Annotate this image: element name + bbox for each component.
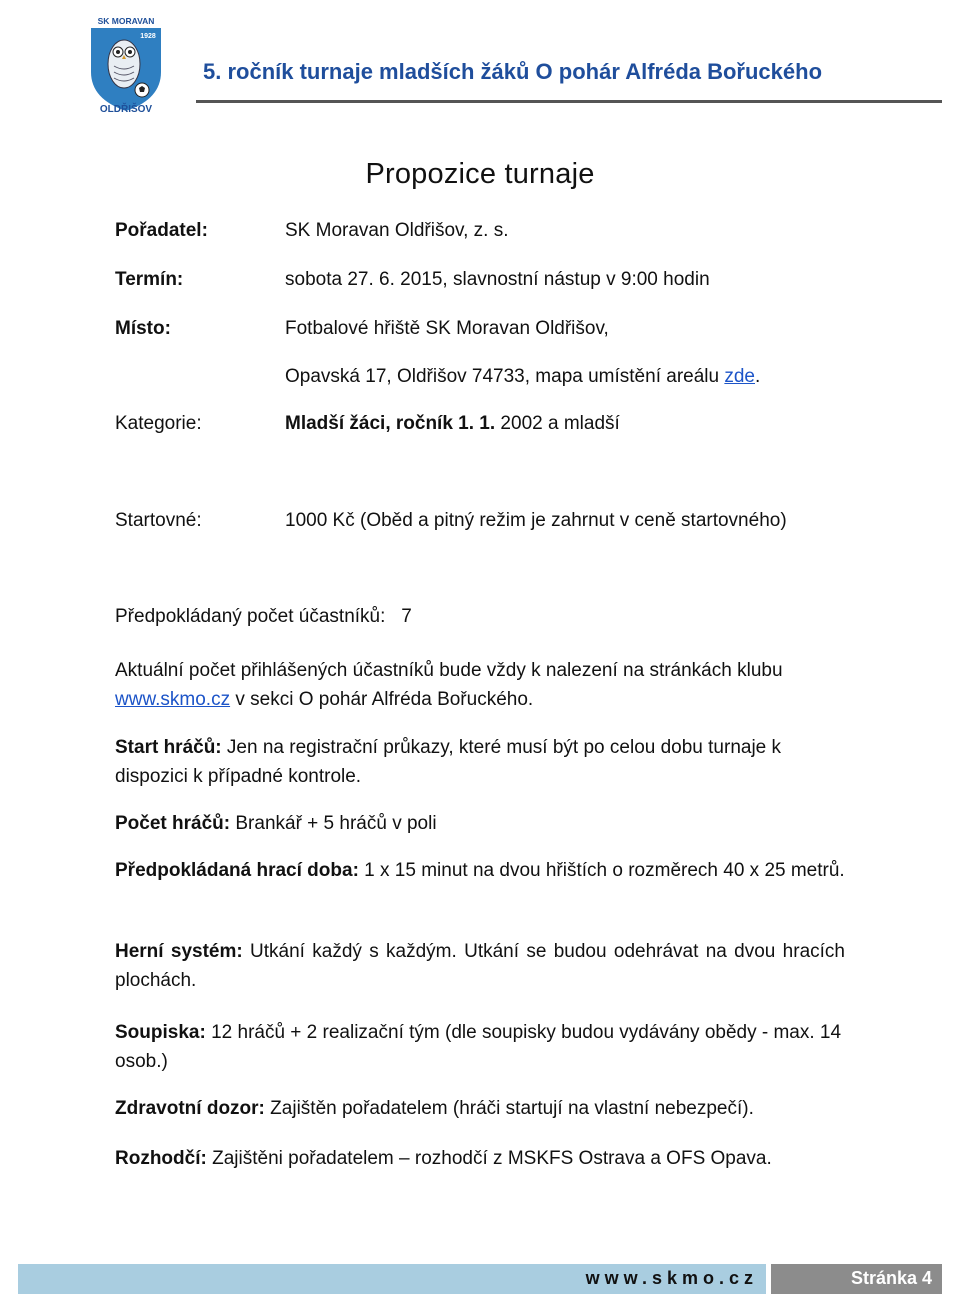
entry-fee-label: Startovné:: [115, 510, 202, 531]
rule-key: Start hráčů:: [115, 737, 222, 758]
rule-text: 12 hráčů + 2 realizační tým (dle soupisky budou vydávány obědy - max. 14 osob.): [115, 1022, 842, 1072]
rule-key: Počet hráčů:: [115, 813, 231, 834]
participants-line: [115, 602, 845, 631]
rule-text: Jen na registrační průkazy, které musí být po celou dobu turnaje k dispozici k případné kontrole.: [115, 737, 782, 787]
participants-label: Předpokládaný počet účastníků:: [115, 606, 386, 627]
venue-value: Fotbalové hřiště SK Moravan Oldřišov,: [285, 318, 609, 339]
rule-pocet-hracu: [115, 809, 845, 838]
svg-text:1928: 1928: [140, 33, 156, 40]
venue-address-end: .: [755, 366, 761, 387]
current-count-paragraph: [115, 656, 845, 714]
rule-start-hracu: [115, 733, 845, 791]
footer-url-bar: [18, 1264, 766, 1294]
rule-hraci-doba: [115, 856, 845, 885]
club-website-link[interactable]: www.skmo.cz: [115, 689, 231, 710]
club-logo: [86, 8, 166, 116]
venue-label: Místo:: [115, 318, 171, 339]
rule-soupiska: [115, 1018, 845, 1076]
document-title: Propozice turnaje: [365, 158, 595, 190]
venue-address: [285, 366, 760, 388]
header-divider: [196, 100, 942, 103]
category-value: [285, 413, 620, 435]
rule-zdravotni-dozor: [115, 1094, 845, 1123]
rule-rozhodci: [115, 1144, 845, 1173]
rule-text: Zajištěni pořadatelem – rozhodčí z MSKFS Ostrava a OFS Opava.: [206, 1148, 772, 1169]
category-value-bold: Mladší žáci, ročník 1. 1.: [285, 413, 496, 434]
venue-address-text: Opavská 17, Oldřišov 74733, mapa umístění areálu: [285, 366, 725, 387]
current-count-text-after: v sekci O pohár Alfréda Bořuckého.: [230, 689, 534, 710]
header-title: 5. ročník turnaje mladších žáků O pohár Alfréda Bořuckého: [203, 59, 823, 84]
footer-url[interactable]: www.skmo.cz: [585, 1268, 758, 1288]
category-label: Kategorie:: [115, 413, 202, 434]
category-value-rest: 2002 a mladší: [495, 413, 620, 434]
date-label: Termín:: [115, 269, 184, 290]
rule-text: 1 x 15 minut na dvou hřištích o rozměrech 40 x 25 metrů.: [358, 860, 845, 881]
rule-key: Soupiska:: [115, 1022, 206, 1043]
current-count-text: Aktuální počet přihlášených účastníků bude vždy k nalezení na stránkách klubu: [115, 660, 783, 681]
rule-text: Utkání každý s každým. Utkání se budou odehrávat na dvou hracích plochách.: [115, 941, 845, 991]
organizer-label: Pořadatel:: [115, 220, 208, 241]
page-number: Stránka 4: [850, 1268, 932, 1288]
svg-text:SK MORAVAN: SK MORAVAN: [97, 16, 155, 26]
footer-page-bar: [771, 1264, 942, 1294]
date-value: sobota 27. 6. 2015, slavnostní nástup v 9:00 hodin: [285, 269, 710, 290]
rule-text: Zajištěn pořadatelem (hráči startují na vlastní nebezpečí).: [264, 1098, 754, 1119]
rule-key: Herní systém:: [115, 941, 243, 962]
entry-fee-value: 1000 Kč (Oběd a pitný režim je zahrnut v ceně startovného): [285, 510, 787, 531]
participants-value: 7: [401, 606, 412, 627]
rule-key: Zdravotní dozor:: [115, 1098, 265, 1119]
map-link[interactable]: zde: [724, 366, 755, 387]
svg-text:OLDŘIŠOV: OLDŘIŠOV: [99, 104, 153, 115]
rule-key: Rozhodčí:: [115, 1148, 207, 1169]
organizer-value: SK Moravan Oldřišov, z. s.: [285, 220, 509, 241]
rule-text: Brankář + 5 hráčů v poli: [230, 813, 437, 834]
rule-herni-system: [115, 937, 845, 995]
rule-key: Předpokládaná hrací doba:: [115, 860, 359, 881]
page-footer: [18, 1264, 942, 1294]
